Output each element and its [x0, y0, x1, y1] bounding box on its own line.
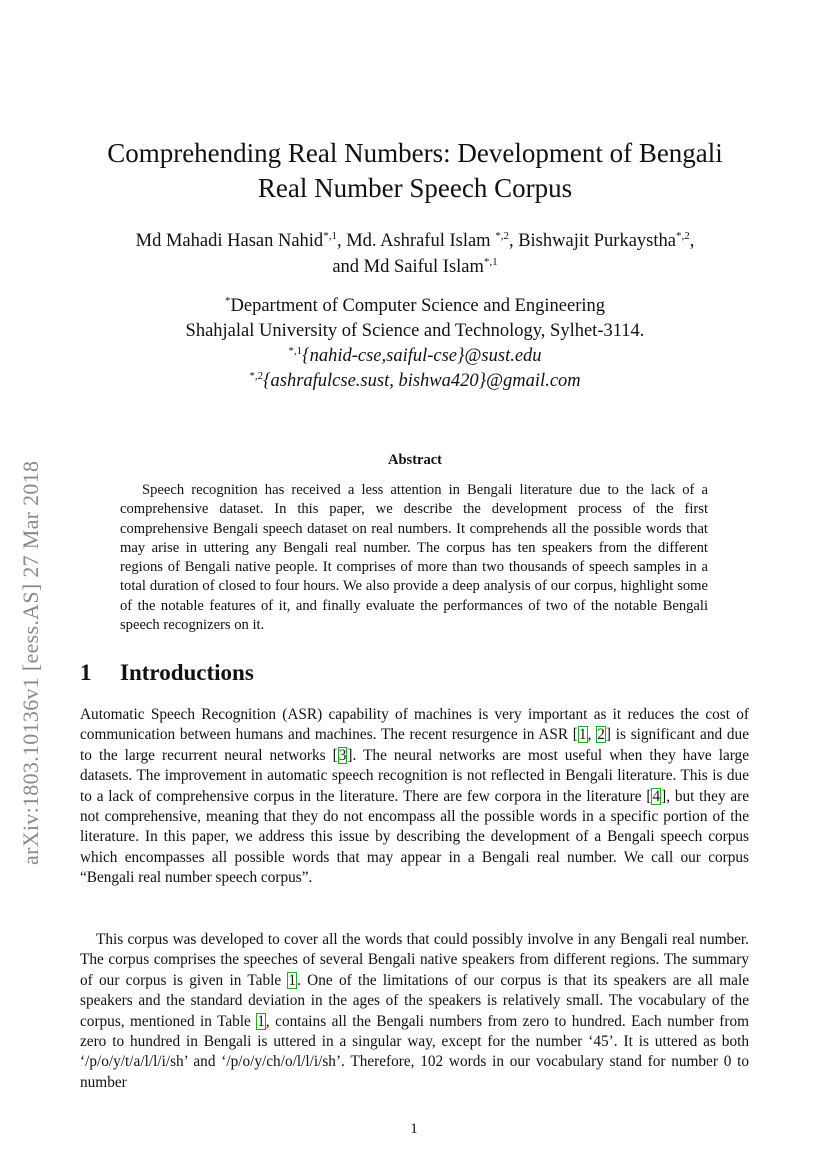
citation-link[interactable]: 4 [652, 787, 661, 805]
intro-paragraph-1 [80, 705, 749, 889]
abstract-text: Speech recognition has received a less attention in Bengali literature due to the lack of a comprehensive dataset. In this paper, we describe the development process of the first comprehensive Bengali speech dataset on real numbers. It comprehends all the possible words that may arise in uttering any Bengali real number. The corpus has ten speakers from the different regions of Bengali native people. It comprises of more than two thousands of speech samples in a total duration of closed to four hours. We also provide a deep analysis of our corpus, highlight some of the notable features of it, and finally evaluate the performances of two of the notable Bengali speech recognizers on it. [120, 482, 708, 634]
author-marker: *,2 [675, 230, 690, 242]
section-title: Introductions [120, 660, 254, 685]
author-name: , Bishwajit Purkaystha [508, 231, 676, 251]
email-marker: *,1 [288, 345, 303, 357]
author-name: and Md Saiful Islam [332, 257, 484, 277]
body-text: ]. The neural networks are most useful when they have large datasets. The improvement in automatic speech recognition is not reflected in Bengali literature. This is due to a lack of comprehensive corpus in the literature. There are few corpora in the literature [ [80, 746, 749, 805]
abstract-heading: Abstract [388, 452, 442, 468]
section-heading [80, 660, 254, 686]
title-line-2: Real Number Speech Corpus [257, 173, 573, 203]
body-text: This corpus was developed to cover all the words that could possibly involve in any Bengali real number. The corpus comprises the speeches of several Bengali native speakers from different regions. The summary of our corpus is given in Table [80, 931, 749, 989]
email-marker: *,2 [249, 370, 264, 382]
author-marker: *,1 [483, 256, 498, 268]
intro-paragraph-2 [80, 930, 749, 1093]
body-text: Automatic Speech Recognition (ASR) capability of machines is very important as it reduces the cost of communication between humans and machines. The recent resurgence in ASR [ [80, 706, 749, 744]
author-name: Md Mahadi Hasan Nahid [135, 231, 324, 251]
author-list [80, 228, 750, 280]
table-reference-link[interactable]: 1 [288, 971, 297, 989]
table-reference-link[interactable]: 1 [257, 1012, 265, 1030]
body-text: , [587, 726, 597, 744]
citation-link[interactable]: 2 [597, 726, 605, 744]
author-name: , Md. Ashraful Islam [336, 231, 496, 251]
body-text: , contains all the Bengali numbers from zero to hundred. Each number from zero to hundred in Bengali is uttered in a singular way, except for the number ‘45’. It is uttered as both ‘/p/o/y/t/a/l/l/i/sh’ and ‘/p/o/y/ch/o/l/l/i/sh’. Therefore, 102 words in our vocabulary stand for number 0 to number [80, 1012, 749, 1091]
email-address: {ashrafulcse.sust, bishwa420}@gmail.com [263, 371, 581, 391]
author-separator: , [689, 231, 695, 251]
page-number: 1 [410, 1121, 418, 1137]
body-text: ] is significant and due to the large recurrent neural networks [ [80, 726, 749, 764]
citation-link[interactable]: 1 [578, 726, 587, 744]
affiliation-marker: * [225, 295, 231, 307]
title-line-1: Comprehending Real Numbers: Development of Bengali [107, 138, 723, 168]
body-text: ], but they are not comprehensive, meaning that they do not encompass all the possible words in a specific portion of the literature. In this paper, we address this issue by describing the development of a Bengali speech corpus which encompasses all possible words that may appear in a Bengali real number. We call our corpus “Bengali real number speech corpus”. [80, 787, 749, 887]
citation-link[interactable]: 3 [338, 746, 347, 764]
section-number: 1 [80, 660, 92, 685]
paper-title [80, 136, 750, 206]
university: Shahjalal University of Science and Technology, Sylhet-3114. [185, 321, 645, 341]
department: Department of Computer Science and Engineering [230, 296, 605, 316]
affiliation-block [80, 294, 750, 394]
author-marker: *,1 [323, 230, 337, 242]
author-marker: *,2 [495, 230, 509, 242]
body-text: . One of the limitations of our corpus is that its speakers are all male speakers and the standard deviation in the ages of the speakers is relatively small. The vocabulary of the corpus, mentioned in Table [80, 971, 749, 1030]
email-address: {nahid-cse,saiful-cse}@sust.edu [302, 346, 542, 366]
arxiv-identifier: arXiv:1803.10136v1 [eess.AS] 27 Mar 2018 [18, 460, 43, 865]
